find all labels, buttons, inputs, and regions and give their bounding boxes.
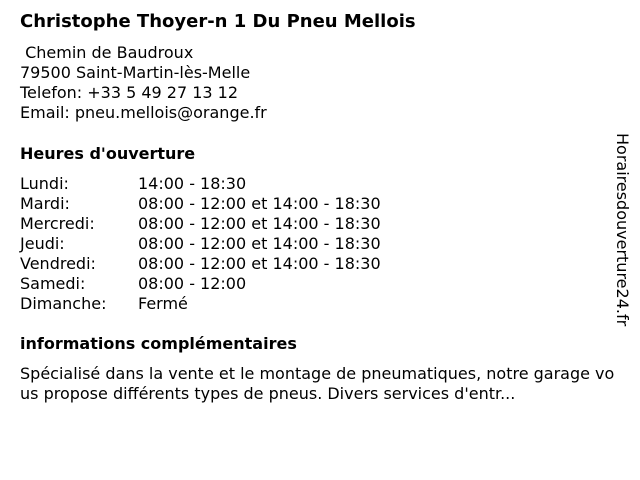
additional-info-heading: informations complémentaires [20,334,297,353]
hours-value: Fermé [138,294,188,313]
site-watermark: Horairesdouverture24.fr [613,133,632,327]
hours-row-monday [20,174,381,194]
hours-value: 08:00 - 12:00 et 14:00 - 18:30 [138,214,381,233]
hours-row-saturday [20,274,381,294]
day-label: Mercredi: [20,214,95,233]
hours-row-sunday [20,294,381,314]
street-address: Chemin de Baudroux [20,43,194,62]
hours-value: 08:00 - 12:00 et 14:00 - 18:30 [138,194,381,213]
day-label: Dimanche: [20,294,107,313]
day-label: Mardi: [20,194,70,213]
hours-value: 14:00 - 18:30 [138,174,247,193]
opening-hours-heading: Heures d'ouverture [20,144,196,163]
hours-row-friday [20,254,381,274]
opening-hours-table [20,174,381,314]
hours-value: 08:00 - 12:00 et 14:00 - 18:30 [138,254,381,273]
day-label: Lundi: [20,174,69,193]
hours-row-tuesday [20,194,381,214]
contact-block [20,43,267,123]
hours-row-thursday [20,234,381,254]
phone-number: Telefon: +33 5 49 27 13 12 [20,83,239,102]
hours-row-wednesday [20,214,381,234]
business-description: Spécialisé dans la vente et le montage de pneumatiques, notre garage vous propose différents types de pneus. Divers services d'entr... [20,364,615,403]
day-label: Vendredi: [20,254,96,273]
day-label: Samedi: [20,274,86,293]
business-name: Christophe Thoyer-n 1 Du Pneu Mellois [20,11,416,32]
hours-value: 08:00 - 12:00 et 14:00 - 18:30 [138,234,381,253]
city-address: 79500 Saint-Martin-lès-Melle [20,63,251,82]
email-address: Email: pneu.mellois@orange.fr [20,103,267,122]
day-label: Jeudi: [20,234,65,253]
hours-value: 08:00 - 12:00 [138,274,247,293]
